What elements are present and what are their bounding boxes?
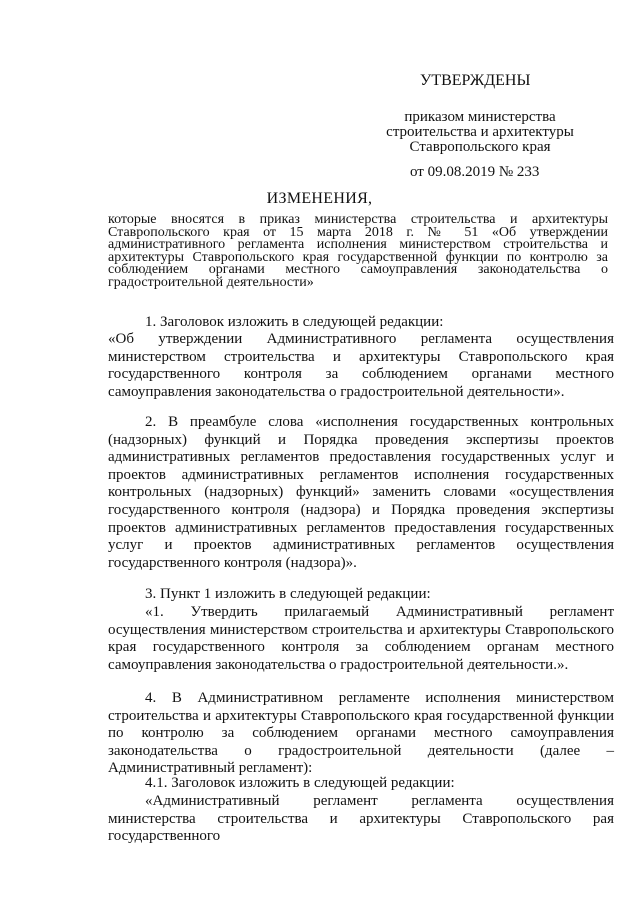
approval-title: УТВЕРЖДЕНЫ (420, 72, 531, 89)
approval-line-3: Ставропольского края (409, 139, 551, 155)
item-1-body: «Об утверждении Административного регламента осуществления министерством строительства и архитектуры Ставропольского края государственного контроля за соблюдением органами местного самоуправления законодательства о градостроительной деятельности». (108, 331, 614, 400)
item-2: 2. В преамбуле слова «исполнения государственных контрольных (надзорных) функций и Порядка проведения экспертизы проектов административных регламентов предоставления государственных услуг и проектов административных регламентов исполнения государственных контрольных (надзорных) функций» заменить словами «осуществления государственного контроля (надзора) и Порядка проведения экспертизы проектов административных регламентов предоставления государственных услуг и проектов административных регламентов осуществления государственного контроля (надзора)». (108, 414, 614, 571)
item-3-heading: 3. Пункт 1 изложить в следующей редакции: (145, 586, 431, 602)
approval-date: от 09.08.2019 № 233 (410, 164, 540, 180)
intro-paragraph: которые вносятся в приказ министерства строительства и архитектуры Ставропольского края от 15 марта 2018 г. № 51 «Об утверждении административного регламента исполнения министерством строительства и архитектуры Ставропольского края государственной функции по контролю за соблюдением органами местного самоуправления законодательства о градостроительной деятельности» (108, 212, 608, 290)
approval-line-1: приказом министерства (404, 109, 556, 125)
item-3-body: «1. Утвердить прилагаемый Административный регламент осуществления министерством строительства и архитектуры Ставропольского края государственного контроля за соблюдением органам местного самоуправления законодательства о градостроительной деятельности.». (108, 604, 614, 673)
item-4-1-body: «Административный регламент регламента осуществления министерства строительства и архитектуры Ставропольского рая государственного (108, 793, 614, 845)
item-4-1-heading: 4.1. Заголовок изложить в следующей редакции: (145, 775, 455, 791)
document-heading: ИЗМЕНЕНИЯ, (266, 190, 373, 207)
item-4: 4. В Административном регламенте исполнения министерством строительства и архитектуры Ставропольского края государственной функции по контролю за соблюдением органами местного самоуправления законодательства о градостроительной деятельности (далее – Административный регламент): (108, 690, 614, 777)
approval-line-2: строительства и архитектуры (386, 124, 574, 140)
item-1-heading: 1. Заголовок изложить в следующей редакции: (145, 314, 444, 330)
